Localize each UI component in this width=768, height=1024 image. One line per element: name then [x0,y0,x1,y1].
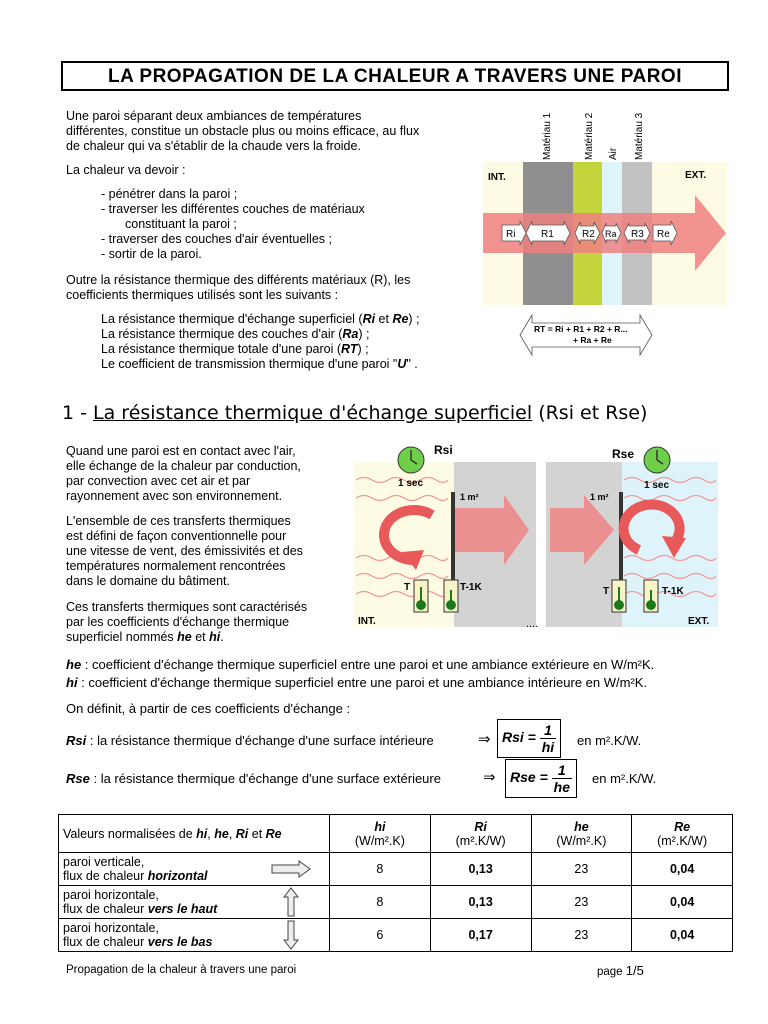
text: : coefficient d'échange thermique superficiel entre une paroi et une ambiance extérieure en W/m²K. [81,657,655,672]
text-line [66,630,307,645]
direction: vers le bas [147,935,213,949]
text: : coefficient d'échange thermique superficiel entre une paroi et une ambiance intérieure en W/m²K. [77,675,648,690]
text: Valeurs normalisées de [63,826,197,841]
area-label: 1 m² [590,492,609,502]
table-row [59,853,733,886]
symbol: Rsi [66,733,87,748]
cell-he: 23 [531,919,632,952]
symbol: Re [265,826,282,841]
row-label [59,886,330,919]
coefficient-list [101,312,420,372]
text: . [220,630,224,644]
cell-hi: 6 [330,919,431,952]
column-header [430,815,531,853]
symbol: Rse [66,771,90,786]
cell-re: 0,04 [632,886,733,919]
text-line: par convection avec cet air et par [66,474,251,488]
text: et [248,826,266,841]
symbol: he [66,657,82,672]
text: ) ; [358,327,370,341]
row-text [63,855,208,883]
equation-lhs: Rse = [510,769,548,786]
direction: vers le haut [147,902,218,916]
layer-label: Air [608,147,619,160]
bullet-item: - traverser les différentes couches de matériaux [101,202,365,216]
s1-paragraph-2 [66,514,303,589]
footer-title: Propagation de la chaleur à travers une paroi [66,964,297,976]
text: : la résistance thermique d'échange d'une surface extérieure [89,771,441,786]
arrow-right-icon [271,860,311,878]
normalized-values-table [58,814,733,952]
text: " . [406,357,418,371]
text-line: une vitesse de vent, des émissivités et des [66,544,303,558]
fraction [540,722,556,755]
layer-label: Matériau 3 [634,112,645,160]
list-item [101,312,420,327]
thermometer-column [420,587,422,603]
text: , [207,826,215,841]
text: flux de chaleur [63,935,148,949]
cell-re: 0,04 [632,853,733,886]
time-label: 1 sec [644,480,670,491]
section-title: La résistance thermique d'échange superficiel [93,402,533,424]
ext-label: EXT. [688,616,710,627]
symbol: Re [674,819,691,834]
symbol: Ri [474,819,487,834]
symbol: hi [196,826,208,841]
numerator: 1 [540,722,556,739]
text: Le coefficient de transmission thermique d'une paroi " [101,357,398,371]
symbol: Ri [362,312,376,326]
bullet-item: - traverser des couches d'air éventuelles ; [101,232,332,246]
intro-bullets [101,187,365,262]
r3-label: R3 [631,229,644,240]
text: ) ; [357,342,369,356]
ra-label: Ra [605,229,617,239]
symbol: Ra [342,327,359,341]
text-line: différentes, constitue un obstacle plus ou moins efficace, au flux [66,124,420,138]
denominator: he [553,779,570,795]
row-label-inner [63,855,325,883]
rt-formula-line-1: RT = Ri + R1 + R2 + R... [534,324,628,334]
symbol: he [214,826,229,841]
text: La résistance thermique d'échange superficiel ( [101,312,363,326]
symbol: he [574,819,589,834]
text: et [375,312,393,326]
list-item [101,342,420,357]
ri-label: Ri [506,229,516,240]
symbol: Re [392,312,409,326]
page-title: LA PROPAGATION DE LA CHALEUR A TRAVERS UNE PAROI [61,61,729,91]
rt-formula-line-2: + Ra + Re [573,335,612,345]
text-line: est défini de façon conventionnelle pour [66,529,287,543]
page-number [597,963,644,978]
temp-label: T [603,586,610,597]
header-label [59,815,330,853]
row-label-inner [63,920,325,950]
text: flux de chaleur [63,869,148,883]
hi-definition [66,674,654,692]
ext-label: EXT. [685,170,707,181]
direction: horizontal [147,869,208,883]
rse-unit: en m².K/W. [592,771,657,786]
section-tail: (Rsi et Rse) [532,402,648,424]
equation-lhs: Rsi = [502,729,536,746]
column-header [632,815,733,853]
layer-label: Matériau 1 [542,112,553,160]
text-line: rayonnement avec son environnement. [66,489,283,503]
section-1-heading [62,402,647,424]
symbol: Ri [235,826,249,841]
text: superficiel nommés [66,630,178,644]
wall-layers-diagram [480,105,730,360]
row-label [59,853,330,886]
intro-paragraph-1 [66,109,419,154]
text: , [228,826,236,841]
unit: (W/m².K) [556,833,607,848]
definitions [66,656,654,692]
symbol: hi [374,819,386,834]
rsi-equation [497,719,561,758]
arrow-up-icon [283,887,299,917]
text: paroi horizontale, [63,888,159,902]
cell-ri: 0,13 [430,853,531,886]
unit: (W/m².K) [354,833,405,848]
table-row [59,886,733,919]
implies-icon: ⇒ [478,731,491,748]
text: La résistance thermique des couches d'air ( [101,327,343,341]
row-text [63,888,217,916]
section-number: 1 - [62,402,94,424]
re-label: Re [657,229,670,240]
text-line: Ces transferts thermiques sont caractérisés [66,600,308,614]
intro-paragraph-3 [66,273,410,303]
row-label [59,919,330,952]
list-item [101,327,420,342]
cell-re: 0,04 [632,919,733,952]
text-line: Une paroi séparant deux ambiances de températures [66,109,362,123]
table-row [59,919,733,952]
text-line: L'ensemble de ces transferts thermiques [66,514,291,528]
rsi-label: Rsi [434,443,453,457]
int-label: INT. [488,172,506,183]
rse-definition [66,771,441,786]
he-definition [66,656,654,674]
bullet-item: - sortir de la paroi. [101,247,202,261]
surface-exchange-diagram [354,440,720,632]
denominator: hi [541,739,555,755]
unit: (m².K/W) [455,833,506,848]
row-label-inner [63,887,325,917]
text: La résistance thermique totale d'une paroi ( [101,342,342,356]
column-header [531,815,632,853]
thermometer-column [618,587,620,603]
unit: (m².K/W) [657,833,708,848]
text-line: de chaleur qui va s'établir de la chaude vers la froide. [66,139,361,153]
rsi-definition [66,733,434,749]
text: flux de chaleur [63,902,148,916]
area-label: 1 m² [460,492,479,502]
r2-label: R2 [582,229,595,240]
text-line: par les coefficients d'échange thermique [66,615,290,629]
text-line: coefficients thermiques utilisés sont les suivants : [66,288,339,302]
text: : la résistance thermique d'échange d'une surface intérieure [86,733,434,748]
layer-label: Matériau 2 [584,112,595,160]
fraction [552,762,572,795]
list-item [101,357,420,372]
cell-ri: 0,17 [430,919,531,952]
symbol: hi [66,675,78,690]
text: et [191,630,210,644]
cell-he: 23 [531,853,632,886]
implies-icon: ⇒ [483,769,496,786]
symbol: hi [209,630,221,644]
symbol: U [397,357,407,371]
r1-label: R1 [541,229,554,240]
thermometer-column [650,590,652,603]
text: page [597,966,626,978]
rsi-unit: en m².K/W. [577,733,642,748]
numerator: 1 [552,762,572,779]
bullet-item: - pénétrer dans la paroi ; [101,187,238,201]
thermometer-column [450,590,452,603]
rse-equation [505,759,577,798]
cell-hi: 8 [330,853,431,886]
int-label: INT. [358,616,376,627]
cell-ri: 0,13 [430,886,531,919]
arrow-down-icon [283,920,299,950]
text: paroi horizontale, [63,921,159,935]
text: paroi verticale, [63,855,145,869]
text: ) ; [408,312,420,326]
symbol: RT [341,342,358,356]
intro-paragraph-2: La chaleur va devoir : [66,163,186,177]
temp-minus-label: T-1K [662,586,684,597]
s1-paragraph-3 [66,600,307,645]
number: 1/5 [625,963,644,978]
time-label: 1 sec [398,478,424,489]
symbol: he [177,630,192,644]
column-header [330,815,431,853]
on-definit: On définit, à partir de ces coefficients d'échange : [66,701,351,716]
text-line: dans le domaine du bâtiment. [66,574,230,588]
table-header-row [59,815,733,853]
s1-paragraph-1 [66,444,301,504]
text-line: températures normalement rencontrées [66,559,286,573]
temp-minus-label: T-1K [460,582,482,593]
text-line: elle échange de la chaleur par conduction, [66,459,301,473]
cell-he: 23 [531,886,632,919]
rse-label: Rse [612,447,635,461]
text-line: Outre la résistance thermique des différents matériaux (R), les [66,273,411,287]
text-line: Quand une paroi est en contact avec l'air, [66,444,296,458]
cell-hi: 8 [330,886,431,919]
bullet-item: constituant la paroi ; [125,217,237,231]
row-text [63,921,212,949]
temp-label: T [404,582,411,593]
ellipsis: .... [526,618,539,630]
